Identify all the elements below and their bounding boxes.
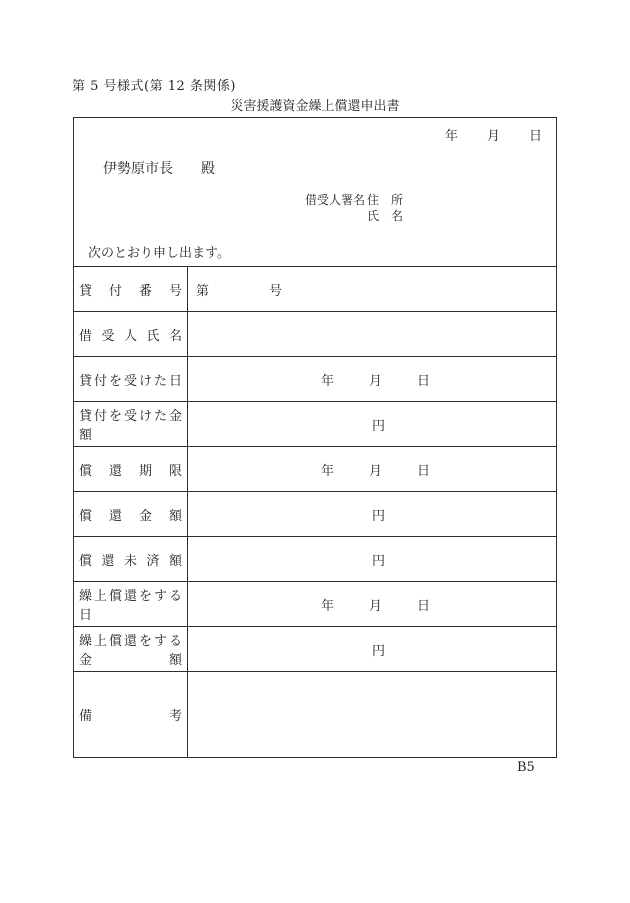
table-row-borrower-name [74,312,556,357]
row-label-cell [74,537,188,581]
row-label: 償還未済額 [79,553,182,569]
row-value-cell [188,357,556,401]
paper-size-label: B5 [517,760,535,775]
form-table [74,266,556,757]
table-row-loan-date [74,357,556,402]
row-value: 円 [372,553,386,569]
row-label: 貸付番号 [79,283,182,299]
date-line: 年 月 日 [444,129,550,144]
address-label: 住 所 [367,193,404,207]
row-value-cell [188,402,556,446]
table-row-remarks [74,672,556,757]
row-value-cell [188,582,556,626]
row-label-cell [74,672,188,757]
signature-block [305,192,403,224]
row-value: 年 月 日 [321,598,442,614]
row-label-cell [74,357,188,401]
row-label-cell [74,447,188,491]
form-number-heading: 第 5 号様式(第 12 条関係) [72,79,236,94]
row-value: 円 [372,643,386,659]
form-box [73,117,557,758]
signature-row-address [305,192,403,208]
row-value-cell [188,492,556,536]
row-value-cell [188,672,556,757]
loan-number-suffix: 号 [269,283,283,299]
table-row-outstanding-amount [74,537,556,582]
row-value: 円 [372,508,386,524]
table-row-early-repayment-date [74,582,556,627]
row-label-cell [74,267,188,311]
row-label-cell [74,492,188,536]
addressee: 伊勢原市長 殿 [103,161,215,177]
table-row-loan-amount [74,402,556,447]
row-label: 貸付を受けた金額 [79,409,182,443]
table-row-early-repayment-amount [74,627,556,672]
page-title: 災害援護資金繰上償還申出書 [230,99,400,114]
intro-text: 次のとおり申し出ます。 [88,246,230,261]
row-label: 借受人氏名 [79,328,182,344]
signature-row-name [367,208,403,224]
row-value-cell [188,447,556,491]
row-value-cell [188,537,556,581]
row-label: 償還金額 [79,508,182,524]
signature-label: 借受人署名 [305,193,366,207]
row-label: 償還期限 [79,463,182,479]
row-label: 貸付を受けた日 [79,373,182,389]
row-value-cell [188,312,556,356]
row-label-cell [74,582,188,626]
row-value: 年 月 日 [321,463,442,479]
row-label-cell [74,312,188,356]
row-label-cell [74,402,188,446]
name-label: 氏 名 [367,209,404,223]
row-value: 年 月 日 [321,373,442,389]
row-value-cell [188,627,556,671]
row-value: 円 [372,418,386,434]
table-row-repayment-deadline [74,447,556,492]
table-row-repayment-amount [74,492,556,537]
row-label: 繰上償還をする金額 [79,634,182,668]
row-label: 繰上償還をする日 [79,589,182,623]
row-value-cell [188,267,556,311]
loan-number-prefix: 第 [196,283,210,299]
row-label: 備考 [79,709,182,724]
table-row-loan-number [74,267,556,312]
row-label-cell [74,627,188,671]
